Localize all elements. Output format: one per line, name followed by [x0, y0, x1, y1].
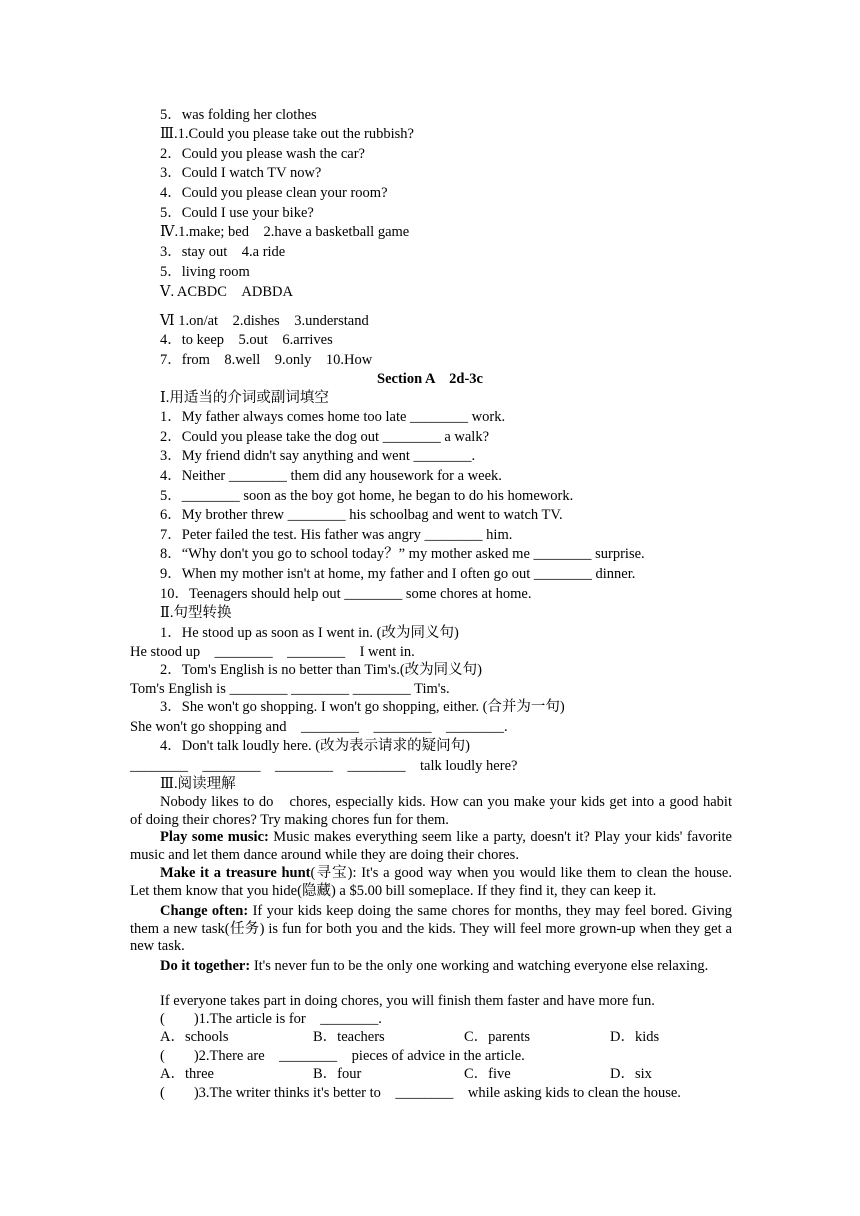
option-b: B．four — [313, 1066, 362, 1082]
exercise-answer-line: Tom's English is ________ ________ ________ Tim's. — [130, 681, 450, 697]
part1-heading: Ⅰ.用适当的介词或副词填空 — [160, 390, 329, 406]
exercise-item: 4．Neither ________ them did any housework for a week. — [160, 468, 502, 484]
reading-tip — [130, 958, 732, 976]
answer-line: 3．stay out 4.a ride — [160, 244, 286, 260]
answer-line: 2．Could you please wash the car? — [160, 146, 365, 162]
reading-intro: Nobody likes to do chores, especially kids. How can you make your kids get into a good habit of doing their chores? Try making chores fun for them. — [130, 794, 732, 828]
part3-heading: Ⅲ.阅读理解 — [160, 776, 236, 792]
option-c: C．five — [464, 1066, 511, 1082]
question-stem: ( )2.There are ________ pieces of advice in the article. — [160, 1048, 525, 1064]
answer-line: 3．Could I watch TV now? — [160, 165, 322, 181]
answer-line: 5．living room — [160, 264, 250, 280]
exercise-item: 9．When my mother isn't at home, my father and I often go out ________ dinner. — [160, 566, 636, 582]
reading-tip — [130, 829, 732, 864]
exercise-answer-line: ________ ________ ________ ________ talk loudly here? — [130, 758, 518, 774]
exercise-answer-line: He stood up ________ ________ I went in. — [130, 644, 415, 660]
option-a: A．three — [160, 1066, 214, 1082]
exercise-item: 1．My father always comes home too late ________ work. — [160, 409, 506, 425]
option-b: B．teachers — [313, 1029, 385, 1045]
reading-tip — [130, 865, 732, 900]
exercise-item: 7．Peter failed the test. His father was angry ________ him. — [160, 527, 513, 543]
exercise-item: 3．She won't go shopping. I won't go shopping, either. (合并为一句) — [160, 699, 565, 715]
exercise-item: 1．He stood up as soon as I went in. (改为同义句) — [160, 625, 459, 641]
answer-line: 5．was folding her clothes — [160, 107, 317, 123]
option-c: C．parents — [464, 1029, 531, 1045]
exercise-item: 2．Tom's English is no better than Tim's.(改为同义句) — [160, 662, 483, 678]
exercise-item: 6．My brother threw ________ his schoolbag and went to watch TV. — [160, 507, 563, 523]
answer-line: Ⅲ.1.Could you please take out the rubbish? — [160, 126, 414, 142]
option-a: A．schools — [160, 1029, 229, 1045]
part2-heading: Ⅱ.句型转换 — [160, 605, 232, 621]
exercise-item: 2．Could you please take the dog out ________ a walk? — [160, 429, 490, 445]
answer-line: Ⅴ. ACBDC ADBDA — [160, 284, 293, 300]
question-stem: ( )1.The article is for ________. — [160, 1011, 382, 1027]
tip-title: Do it together: — [160, 958, 251, 974]
exercise-item: 5．________ soon as the boy got home, he began to do his homework. — [160, 488, 574, 504]
section-title: Section A 2d-3c — [377, 371, 483, 387]
tip-title: Make it a treasure hunt — [160, 865, 311, 881]
exercise-item: 3．My friend didn't say anything and went ________. — [160, 448, 476, 464]
exercise-answer-line: She won't go shopping and ________ ________ ________. — [130, 719, 508, 735]
answer-line: 5．Could I use your bike? — [160, 205, 314, 221]
reading-tip — [130, 903, 732, 956]
option-d: D．six — [610, 1066, 652, 1082]
exercise-item: 4．Don't talk loudly here. (改为表示请求的疑问句) — [160, 738, 470, 754]
tip-text: Music makes everything seem like a party, doesn't it? Play your kids' favorite music and let them dance around while they are doing their chores. — [130, 829, 732, 863]
tip-text: It's never fun to be the only one working and watching everyone else relaxing. — [250, 958, 709, 974]
answer-line: 7．from 8.well 9.only 10.How — [160, 352, 373, 368]
question-stem: ( )3.The writer thinks it's better to ________ while asking kids to clean the house. — [160, 1085, 681, 1101]
exercise-item: 10．Teenagers should help out ________ some chores at home. — [160, 586, 532, 602]
answer-line: 4．Could you please clean your room? — [160, 185, 388, 201]
exercise-item: 8．“Why don't you go to school today？” my mother asked me ________ surprise. — [160, 546, 645, 562]
tip-text: If your kids keep doing the same chores for months, they may feel bored. Giving them a new task(任务) is fun for both you and the kids. They will feel more grown-up when they get a new task. — [130, 903, 732, 954]
tip-text: (寻宝): It's a good way when you would like them to clean the house. Let them know that you hide(隐藏) a $5.00 bill someplace. If they find it, they can keep it. — [130, 865, 732, 899]
option-d: D．kids — [610, 1029, 660, 1045]
tip-title: Play some music: — [160, 829, 269, 845]
answer-line: Ⅳ.1.make; bed 2.have a basketball game — [160, 224, 410, 240]
tip-title: Change often: — [160, 903, 249, 919]
answer-line: Ⅵ 1.on/at 2.dishes 3.understand — [160, 313, 369, 329]
answer-line: 4．to keep 5.out 6.arrives — [160, 332, 333, 348]
reading-conclusion: If everyone takes part in doing chores, you will finish them faster and have more fun. — [160, 993, 655, 1009]
